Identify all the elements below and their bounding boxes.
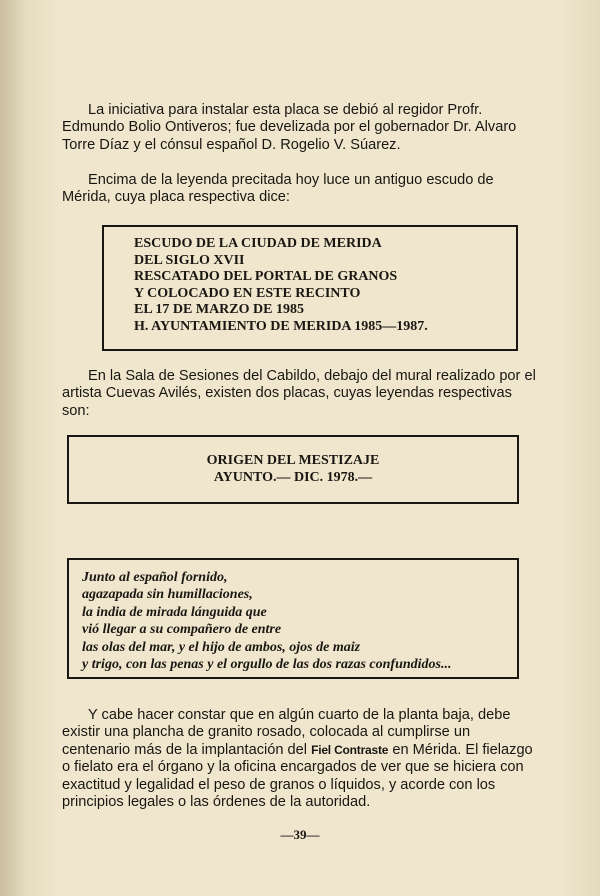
text-segment: en Mérida. El fielazgo: [388, 741, 533, 758]
text-line: existir una plancha de granito rosado, colocada al cumplirse un: [62, 724, 471, 741]
plaque-poem: [67, 558, 519, 679]
plaque-line: ESCUDO DE LA CIUDAD DE MERIDA: [134, 236, 382, 251]
poem-line: Junto al español fornido,: [82, 570, 228, 585]
plaque-line: ORIGEN DEL MESTIZAJE: [206, 453, 380, 468]
fiel-contraste-term: Fiel Contraste: [311, 742, 389, 757]
text-line: artista Cuevas Avilés, existen dos placas, cuyas leyendas respectivas: [62, 385, 512, 402]
plaque-line: EL 17 DE MARZO DE 1985: [134, 302, 304, 318]
poem-line: la india de mirada lánguida que: [82, 604, 267, 620]
paragraph-escudo: [62, 172, 530, 207]
text-line: son:: [62, 402, 90, 419]
plaque-line: DEL SIGLO XVII: [134, 252, 245, 268]
paragraph-fiel-contraste: [62, 707, 533, 811]
plaque-line: AYUNTO.— DIC. 1978.—: [213, 469, 373, 485]
text-line: principios legales o las órdenes de la autoridad.: [62, 794, 371, 811]
text-segment: centenario más de la implantación del: [62, 741, 312, 758]
poem-line: las olas del mar, y el hijo de ambos, ojos de maiz: [82, 639, 361, 655]
text-line: Torre Díaz y el cónsul español D. Rogelio V. Súarez.: [62, 136, 401, 153]
poem-line: y trigo, con las penas y el orgullo de las dos razas confundidos...: [82, 657, 452, 673]
text-line: En la Sala de Sesiones del Cabildo, debajo del mural realizado por el: [88, 368, 536, 384]
plaque-line: RESCATADO DEL PORTAL DE GRANOS: [134, 269, 398, 285]
text-line: exactitud y legalidad el peso de granos o líquidos, y acorde con los: [62, 776, 496, 793]
text-line: Edmundo Bolio Ontiveros; fue develizada por el gobernador Dr. Alvaro: [62, 119, 517, 136]
plaque-line: H. AYUNTAMIENTO DE MERIDA 1985—1987.: [134, 318, 428, 334]
plaque-escudo-merida: [102, 225, 518, 351]
text-line: Encima de la leyenda precitada hoy luce un antiguo escudo de: [88, 172, 494, 188]
paragraph-placa-iniciativa: [62, 102, 530, 154]
plaque-origen-mestizaje: [67, 435, 519, 504]
poem-line: agazapada sin humillaciones,: [82, 587, 253, 603]
text-line: o fielato era el órgano y la oficina encargados de ver que se hiciera con: [62, 759, 524, 776]
text-line: Y cabe hacer constar que en algún cuarto de la planta baja, debe: [88, 707, 511, 723]
poem-line: vió llegar a su compañero de entre: [82, 622, 282, 638]
plaque-line: Y COLOCADO EN ESTE RECINTO: [134, 285, 361, 301]
text-line: La iniciativa para instalar esta placa se debió al regidor Profr.: [88, 102, 483, 118]
paragraph-sala-sesiones: [62, 368, 536, 420]
text-line: Mérida, cuya placa respectiva dice:: [62, 189, 290, 206]
page-number: —39—: [280, 827, 320, 842]
